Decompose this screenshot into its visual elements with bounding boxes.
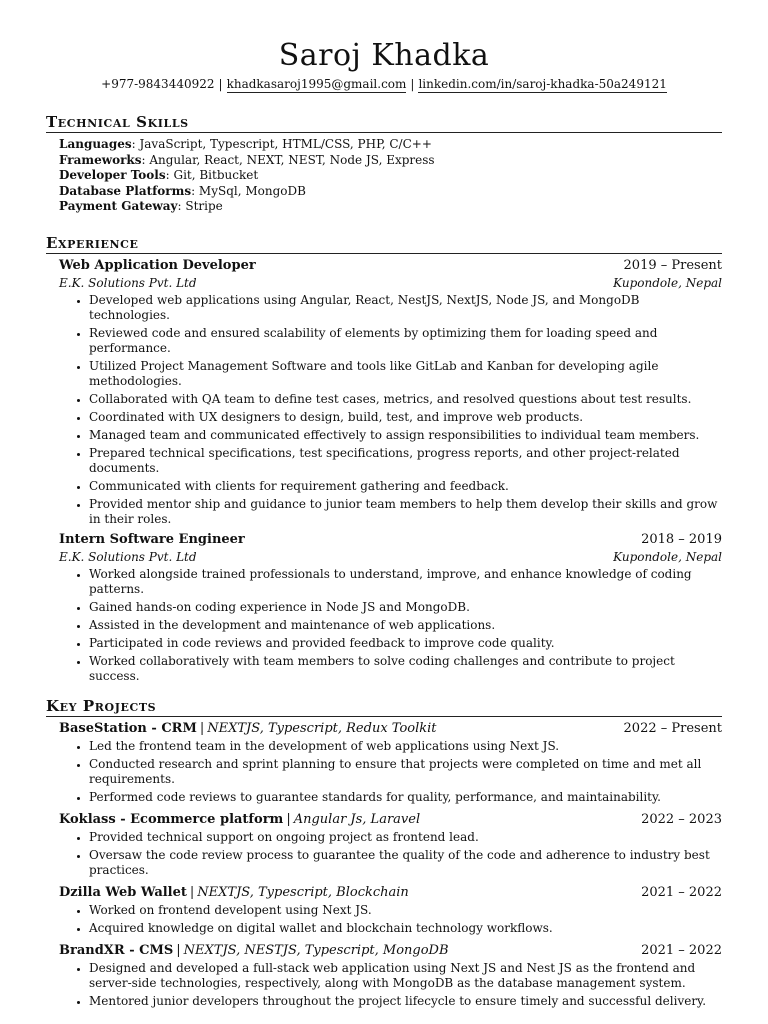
resume-page — [46, 36, 722, 1012]
separator: | — [176, 942, 181, 958]
list-item: • Acquired knowledge on digital wallet and blockchain technology workflows. — [89, 921, 722, 936]
list-item: • Managed team and communicated effectively to assign responsibilities to individual team members. — [89, 428, 722, 443]
project-entry — [46, 884, 722, 936]
experience-section — [46, 234, 722, 684]
list-item: • Developed web applications using Angular, React, NestJS, NextJS, Node JS, and MongoDB technologies. — [89, 293, 722, 323]
job-location: Kupondole, Nepal — [613, 549, 722, 564]
separator: | — [218, 77, 223, 91]
job-header — [59, 257, 722, 275]
job-bullets — [59, 567, 722, 684]
list-item: • Coordinated with UX designers to design, build, test, and improve web products. — [89, 410, 722, 425]
skill-row — [59, 184, 722, 200]
project-tech: NEXTJS, Typescript, Redux Toolkit — [207, 720, 437, 736]
project-entry — [46, 942, 722, 1009]
separator: | — [189, 884, 195, 900]
project-date: 2022 – Present — [623, 720, 722, 736]
email-link[interactable]: khadkasaroj1995@gmail.com — [226, 77, 407, 91]
section-title-experience: Experience — [46, 234, 722, 254]
job-company: E.K. Solutions Pvt. Ltd — [59, 549, 197, 564]
list-item: • Provided mentor ship and guidance to junior team members to help them develop their skills and grow in their roles. — [89, 497, 722, 527]
skill-row — [59, 168, 722, 184]
project-name: Koklass - Ecommerce platform — [59, 811, 284, 827]
project-tech: NEXTJS, NESTJS, Typescript, MongoDB — [183, 942, 449, 958]
project-bullets — [59, 830, 722, 878]
list-item: • Reviewed code and ensured scalability of elements by optimizing them for loading speed and performance. — [89, 326, 722, 356]
skill-label: Developer Tools — [59, 168, 166, 182]
list-item: • Oversaw the code review process to guarantee the quality of the code and adherence to industry best practices. — [89, 848, 722, 878]
list-item: • Communicated with clients for requirement gathering and feedback. — [89, 479, 722, 494]
job-company: E.K. Solutions Pvt. Ltd — [59, 275, 197, 290]
project-entry — [46, 811, 722, 878]
skill-row — [59, 153, 722, 169]
project-tech: Angular Js, Laravel — [293, 811, 421, 827]
job-role: Intern Software Engineer — [59, 531, 245, 547]
skill-value: : JavaScript, Typescript, HTML/CSS, PHP, C/C++ — [131, 137, 432, 151]
project-bullets — [59, 961, 722, 1009]
list-item: • Conducted research and sprint planning to ensure that projects were completed on time and met all requirements. — [89, 757, 722, 787]
job-location: Kupondole, Nepal — [613, 275, 722, 290]
job-role: Web Application Developer — [59, 257, 256, 273]
job-subheader — [59, 549, 722, 566]
job-bullets — [59, 293, 722, 527]
list-item: • Gained hands-on coding experience in Node JS and MongoDB. — [89, 600, 722, 615]
section-title-projects: Key Projects — [46, 697, 722, 717]
linkedin-link[interactable]: linkedin.com/in/saroj-khadka-50a249121 — [418, 77, 667, 91]
projects-section — [46, 697, 722, 1009]
list-item: • Worked alongside trained professionals to understand, improve, and enhance knowledge of coding patterns. — [89, 567, 722, 597]
list-item: • Participated in code reviews and provided feedback to improve code quality. — [89, 636, 722, 651]
section-title-skills: Technical Skills — [46, 113, 722, 133]
list-item: • Utilized Project Management Software and tools like GitLab and Kanban for developing agile methodologies. — [89, 359, 722, 389]
list-item: • Prepared technical specifications, test specifications, progress reports, and other project-related documents. — [89, 446, 722, 476]
skill-label: Payment Gateway — [59, 199, 178, 213]
list-item: • Performed code reviews to guarantee standards for quality, performance, and maintainability. — [89, 790, 722, 805]
skill-label: Database Platforms — [59, 183, 192, 198]
job-entry — [46, 531, 722, 684]
project-header — [59, 942, 722, 960]
skill-row — [59, 137, 722, 153]
project-header — [59, 811, 722, 829]
project-header — [59, 720, 722, 738]
skills-list — [46, 137, 722, 215]
project-date: 2021 – 2022 — [641, 884, 722, 900]
project-date: 2021 – 2022 — [641, 942, 722, 958]
job-date: 2018 – 2019 — [641, 531, 722, 547]
project-header — [59, 884, 722, 902]
project-bullets — [59, 903, 722, 936]
candidate-name: Saroj Khadka — [278, 38, 490, 73]
list-item: • Assisted in the development and maintenance of web applications. — [89, 618, 722, 633]
project-name: BaseStation - CRM — [59, 720, 197, 736]
skill-row — [59, 199, 722, 215]
list-item: • Provided technical support on ongoing project as frontend lead. — [89, 830, 722, 845]
list-item: • Led the frontend team in the development of web applications using Next JS. — [89, 739, 722, 754]
separator: | — [410, 77, 415, 91]
project-entry — [46, 720, 722, 805]
list-item: • Mentored junior developers throughout the project lifecycle to ensure timely and successful delivery. — [89, 994, 722, 1009]
list-item: • Worked collaboratively with team members to solve coding challenges and contribute to project success. — [89, 654, 722, 684]
skill-value: : MySql, MongoDB — [191, 183, 306, 198]
skill-label: Frameworks — [59, 152, 142, 167]
job-subheader — [59, 275, 722, 292]
job-date: 2019 – Present — [623, 257, 722, 273]
separator: | — [199, 720, 205, 736]
contact-line — [46, 76, 722, 92]
skill-value: : Angular, React, NEXT, NEST, Node JS, Express — [141, 152, 435, 167]
skill-value: : Git, Bitbucket — [165, 168, 259, 182]
project-tech: NEXTJS, Typescript, Blockchain — [197, 884, 409, 900]
job-header — [59, 531, 722, 549]
job-entry — [46, 257, 722, 527]
project-bullets — [59, 739, 722, 805]
list-item: • Worked on frontend developent using Next JS. — [89, 903, 722, 918]
list-item: • Collaborated with QA team to define test cases, metrics, and resolved questions about test results. — [89, 392, 722, 407]
project-date: 2022 – 2023 — [641, 811, 722, 827]
skills-section — [46, 113, 722, 215]
skill-value: : Stripe — [177, 199, 223, 213]
separator: | — [286, 811, 291, 827]
skill-label: Languages — [59, 137, 132, 151]
phone-number: +977-9843440922 — [101, 77, 215, 91]
list-item: • Designed and developed a full-stack web application using Next JS and Nest JS as the frontend and server-side technologies, respectively, along with MongoDB as the database management system. — [89, 961, 722, 991]
project-name: BrandXR - CMS — [59, 942, 174, 958]
project-name: Dzilla Web Wallet — [59, 884, 187, 900]
